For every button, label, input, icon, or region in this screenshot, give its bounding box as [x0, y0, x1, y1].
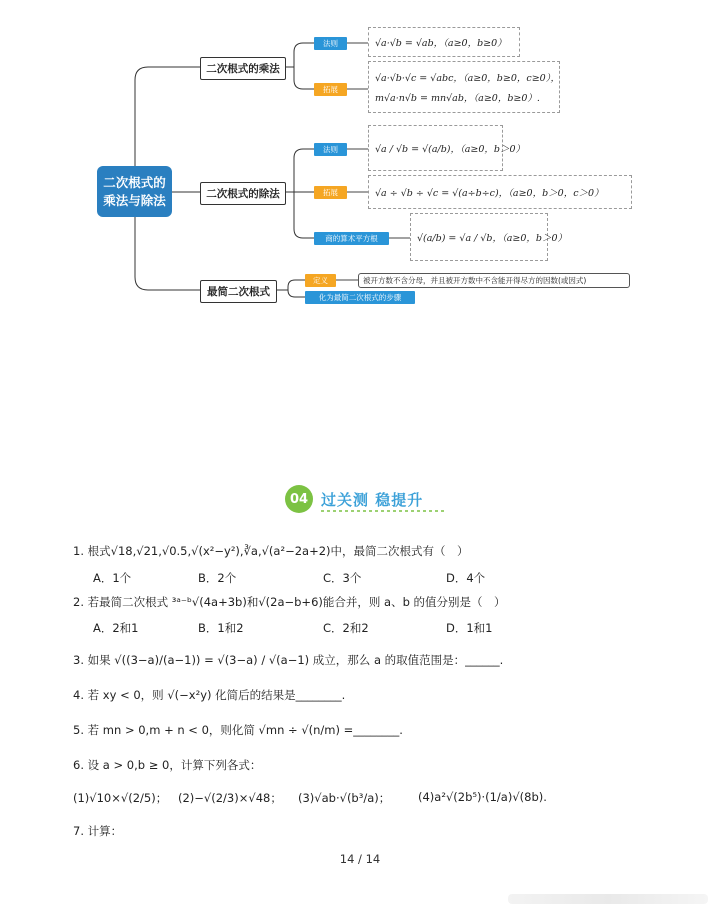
node-division: 二次根式的除法 — [200, 182, 286, 205]
scroll-hint-bar — [508, 894, 708, 904]
tag-mult-rule: 法则 — [314, 37, 347, 50]
formula-mult-rule: √a·√b = √ab，（a≥0，b≥0） — [368, 27, 520, 57]
question-2-text: 若最简二次根式 ³ᵃ⁻ᵇ√(4a+3b)和√(2a−b+6)能合并，则 a、b 的值分别是（ ） — [87, 595, 506, 609]
question-4-text: 若 xy < 0，则 √(−x²y) 化简后的结果是________. — [87, 688, 346, 702]
q6-part-3: (3)√ab·√(b³/a)； — [298, 791, 391, 805]
question-1 — [73, 543, 469, 559]
question-7-text: 计算： — [87, 824, 123, 838]
question-5 — [73, 722, 403, 738]
tag-div-ext: 拓展 — [314, 186, 347, 199]
question-5-text: 若 mn > 0,m + n < 0，则化简 √mn ÷ √(n/m) =________. — [87, 723, 403, 737]
q6-part-1: (1)√10×√(2/5)； — [73, 791, 168, 805]
q6-part-4: (4)a²√(2b⁵)·(1/a)√(8b). — [418, 790, 547, 804]
mindmap-root: 二次根式的乘法与除法 — [97, 166, 172, 217]
section-title: 过关测 稳提升 — [321, 491, 424, 509]
question-4 — [73, 687, 345, 703]
question-6 — [73, 757, 261, 773]
question-6-text: 设 a > 0,b ≥ 0，计算下列各式： — [87, 758, 262, 772]
formula-div-ext: √a ÷ √b ÷ √c = √(a÷b÷c)，（a≥0，b＞0，c＞0） — [368, 175, 632, 209]
question-1-number: 1. — [73, 544, 84, 558]
question-3-number: 3. — [73, 653, 84, 667]
tag-simplest-def: 定义 — [305, 274, 336, 287]
simplest-definition: 被开方数不含分母，并且被开方数中不含能开得尽方的因数(或因式) — [358, 273, 630, 288]
tag-div-rule: 法则 — [314, 143, 347, 156]
q1-option-a: A．1个 — [93, 571, 132, 585]
formula-mult-ext-2: m√a·n√b = mn√ab，（a≥0，b≥0）. — [375, 93, 540, 104]
question-7-number: 7. — [73, 824, 84, 838]
question-3-text: 如果 √((3−a)/(a−1)) = √(3−a) / √(a−1) 成立，那么 a 的取值范围是：______. — [87, 653, 504, 667]
question-7 — [73, 823, 122, 839]
q1-option-b: B．2个 — [198, 571, 237, 585]
question-2-number: 2. — [73, 595, 84, 609]
question-1-text: 根式√18,√21,√0.5,√(x²−y²),∛a,√(a²−2a+2)中，最简二次根式有（ ） — [87, 544, 469, 558]
formula-mult-ext-1: √a·√b·√c = √abc，（a≥0，b≥0，c≥0）， — [375, 73, 560, 84]
tag-simplest-steps: 化为最简二次根式的步骤 — [305, 291, 415, 304]
q2-option-d: D．1和1 — [446, 621, 493, 635]
q2-option-c: C．2和2 — [323, 621, 369, 635]
question-5-number: 5. — [73, 723, 84, 737]
question-2 — [73, 594, 506, 610]
q6-part-2: (2)−√(2/3)×√48； — [178, 791, 282, 805]
formula-div-rule: √a / √b = √(a/b)，（a≥0，b＞0） — [368, 125, 503, 171]
q1-option-c: C．3个 — [323, 571, 362, 585]
q1-option-d: D．4个 — [446, 571, 486, 585]
question-3 — [73, 652, 503, 668]
formula-div-quot: √(a/b) = √a / √b，（a≥0，b＞0） — [410, 213, 548, 261]
formula-mult-ext — [368, 61, 560, 113]
section-heading — [285, 485, 445, 515]
node-simplest: 最简二次根式 — [200, 280, 277, 303]
q2-option-a: A．2和1 — [93, 621, 139, 635]
tag-div-quot: 商的算术平方根 — [314, 232, 389, 245]
tag-mult-ext — [314, 83, 347, 96]
q2-option-b: B．1和2 — [198, 621, 244, 635]
mindmap-connectors — [0, 0, 720, 320]
section-underline — [321, 509, 445, 513]
question-4-number: 4. — [73, 688, 84, 702]
section-number-badge: 04 — [285, 485, 313, 513]
tag-mult-ext-label: 拓展 — [323, 85, 338, 94]
page-number: 14 / 14 — [339, 852, 381, 866]
question-6-number: 6. — [73, 758, 84, 772]
node-multiplication: 二次根式的乘法 — [200, 57, 286, 80]
